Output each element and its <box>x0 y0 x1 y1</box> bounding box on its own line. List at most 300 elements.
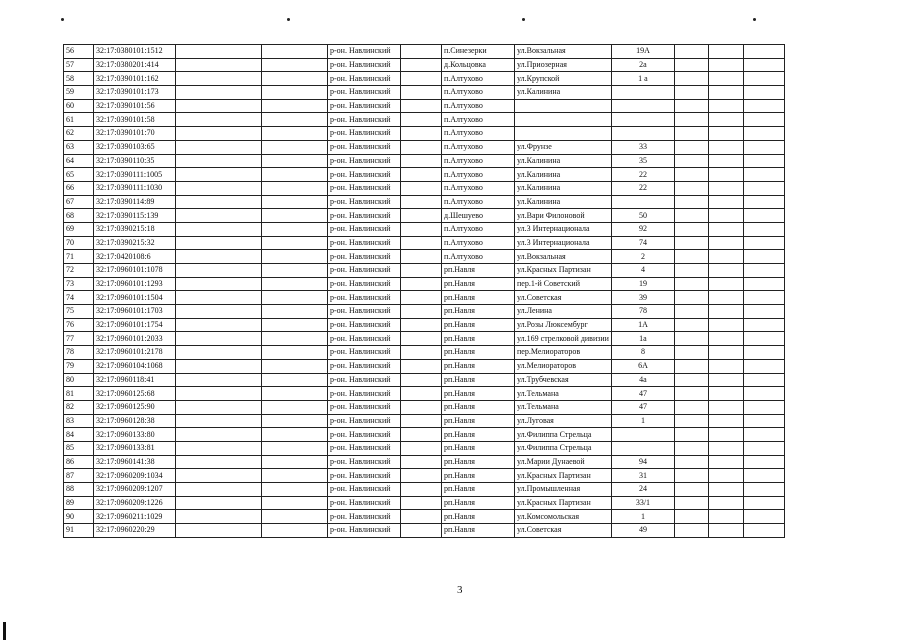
empty-cell <box>743 496 784 510</box>
empty-cell <box>708 441 743 455</box>
house-number-cell: 39 <box>611 291 674 305</box>
district-cell: р-он. Навлинский <box>328 127 401 141</box>
empty-cell <box>743 181 784 195</box>
empty-cell <box>262 86 328 100</box>
empty-cell <box>708 154 743 168</box>
empty-cell <box>401 209 442 223</box>
empty-cell <box>708 195 743 209</box>
registry-table-body <box>64 45 785 538</box>
empty-cell <box>176 496 262 510</box>
empty-cell <box>743 86 784 100</box>
house-number-cell <box>611 127 674 141</box>
empty-cell <box>401 291 442 305</box>
locality-cell: д.Кольцовка <box>442 58 515 72</box>
cadastral-number-cell: 32:17:0380201:414 <box>94 58 176 72</box>
locality-cell: рп.Навля <box>442 305 515 319</box>
empty-cell <box>401 441 442 455</box>
table-row <box>64 496 785 510</box>
empty-cell <box>743 305 784 319</box>
empty-cell <box>401 72 442 86</box>
district-cell: р-он. Навлинский <box>328 154 401 168</box>
empty-cell <box>674 305 708 319</box>
empty-cell <box>176 277 262 291</box>
empty-cell <box>743 373 784 387</box>
empty-cell <box>176 127 262 141</box>
row-number-cell: 56 <box>64 45 94 59</box>
empty-cell <box>674 168 708 182</box>
empty-cell <box>176 469 262 483</box>
empty-cell <box>674 496 708 510</box>
district-cell: р-он. Навлинский <box>328 113 401 127</box>
district-cell: р-он. Навлинский <box>328 428 401 442</box>
empty-cell <box>401 373 442 387</box>
empty-cell <box>708 332 743 346</box>
street-cell: ул.Красных Партизан <box>515 496 612 510</box>
street-cell: ул.Мелиораторов <box>515 359 612 373</box>
empty-cell <box>674 469 708 483</box>
empty-cell <box>176 154 262 168</box>
district-cell: р-он. Навлинский <box>328 496 401 510</box>
empty-cell <box>743 236 784 250</box>
empty-cell <box>743 58 784 72</box>
cadastral-number-cell: 32:17:0960209:1034 <box>94 469 176 483</box>
empty-cell <box>708 318 743 332</box>
empty-cell <box>743 469 784 483</box>
street-cell: ул.Вари Филоновой <box>515 209 612 223</box>
empty-cell <box>708 45 743 59</box>
empty-cell <box>401 469 442 483</box>
cadastral-number-cell: 32:17:0390215:18 <box>94 222 176 236</box>
empty-cell <box>674 332 708 346</box>
row-number-cell: 66 <box>64 181 94 195</box>
locality-cell: п.Алтухово <box>442 72 515 86</box>
house-number-cell: 1 <box>611 510 674 524</box>
property-registry-table <box>63 44 785 538</box>
row-number-cell: 62 <box>64 127 94 141</box>
house-number-cell <box>611 86 674 100</box>
table-row <box>64 250 785 264</box>
cadastral-number-cell: 32:17:0960128:38 <box>94 414 176 428</box>
district-cell: р-он. Навлинский <box>328 387 401 401</box>
empty-cell <box>674 318 708 332</box>
empty-cell <box>176 140 262 154</box>
table-row <box>64 140 785 154</box>
table-row <box>64 58 785 72</box>
street-cell: ул.Красных Партизан <box>515 469 612 483</box>
district-cell: р-он. Навлинский <box>328 277 401 291</box>
empty-cell <box>743 332 784 346</box>
district-cell: р-он. Навлинский <box>328 455 401 469</box>
empty-cell <box>176 58 262 72</box>
locality-cell: д.Шешуево <box>442 209 515 223</box>
locality-cell: рп.Навля <box>442 291 515 305</box>
street-cell <box>515 99 612 113</box>
street-cell <box>515 113 612 127</box>
empty-cell <box>743 510 784 524</box>
district-cell: р-он. Навлинский <box>328 359 401 373</box>
locality-cell: рп.Навля <box>442 264 515 278</box>
cadastral-number-cell: 32:17:0960101:1754 <box>94 318 176 332</box>
row-number-cell: 84 <box>64 428 94 442</box>
table-row <box>64 387 785 401</box>
empty-cell <box>176 510 262 524</box>
table-row <box>64 86 785 100</box>
empty-cell <box>262 359 328 373</box>
street-cell: ул.Трубчевская <box>515 373 612 387</box>
empty-cell <box>708 86 743 100</box>
cadastral-number-cell: 32:17:0380101:1512 <box>94 45 176 59</box>
house-number-cell: 31 <box>611 469 674 483</box>
district-cell: р-он. Навлинский <box>328 305 401 319</box>
empty-cell <box>176 318 262 332</box>
empty-cell <box>262 373 328 387</box>
cadastral-number-cell: 32:17:0390111:1005 <box>94 168 176 182</box>
empty-cell <box>708 264 743 278</box>
street-cell: ул.Вокзальная <box>515 250 612 264</box>
empty-cell <box>708 222 743 236</box>
locality-cell: рп.Навля <box>442 359 515 373</box>
empty-cell <box>674 140 708 154</box>
empty-cell <box>262 181 328 195</box>
house-number-cell <box>611 113 674 127</box>
cadastral-number-cell: 32:17:0960211:1029 <box>94 510 176 524</box>
empty-cell <box>401 277 442 291</box>
district-cell: р-он. Навлинский <box>328 332 401 346</box>
empty-cell <box>743 250 784 264</box>
locality-cell: рп.Навля <box>442 483 515 497</box>
house-number-cell: 1а <box>611 332 674 346</box>
empty-cell <box>674 86 708 100</box>
empty-cell <box>262 58 328 72</box>
empty-cell <box>262 483 328 497</box>
empty-cell <box>743 428 784 442</box>
cadastral-number-cell: 32:17:0960101:2178 <box>94 346 176 360</box>
empty-cell <box>262 441 328 455</box>
empty-cell <box>708 359 743 373</box>
empty-cell <box>262 168 328 182</box>
empty-cell <box>262 236 328 250</box>
empty-cell <box>743 222 784 236</box>
locality-cell: рп.Навля <box>442 469 515 483</box>
house-number-cell: 2 <box>611 250 674 264</box>
empty-cell <box>401 318 442 332</box>
row-number-cell: 72 <box>64 264 94 278</box>
house-number-cell: 47 <box>611 387 674 401</box>
empty-cell <box>176 346 262 360</box>
empty-cell <box>674 400 708 414</box>
house-number-cell: 35 <box>611 154 674 168</box>
empty-cell <box>401 496 442 510</box>
empty-cell <box>176 209 262 223</box>
district-cell: р-он. Навлинский <box>328 250 401 264</box>
locality-cell: рп.Навля <box>442 318 515 332</box>
empty-cell <box>743 113 784 127</box>
empty-cell <box>176 45 262 59</box>
street-cell: ул.Фрунзе <box>515 140 612 154</box>
empty-cell <box>708 236 743 250</box>
table-row <box>64 359 785 373</box>
row-number-cell: 82 <box>64 400 94 414</box>
empty-cell <box>262 250 328 264</box>
locality-cell: п.Алтухово <box>442 154 515 168</box>
empty-cell <box>262 99 328 113</box>
empty-cell <box>401 359 442 373</box>
cadastral-number-cell: 32:17:0960141:38 <box>94 455 176 469</box>
locality-cell: рп.Навля <box>442 387 515 401</box>
empty-cell <box>708 414 743 428</box>
row-number-cell: 77 <box>64 332 94 346</box>
locality-cell: рп.Навля <box>442 277 515 291</box>
empty-cell <box>674 524 708 538</box>
cadastral-number-cell: 32:17:0960101:1078 <box>94 264 176 278</box>
cadastral-number-cell: 32:17:0390111:1030 <box>94 181 176 195</box>
empty-cell <box>674 483 708 497</box>
district-cell: р-он. Навлинский <box>328 195 401 209</box>
empty-cell <box>262 414 328 428</box>
empty-cell <box>401 236 442 250</box>
house-number-cell: 92 <box>611 222 674 236</box>
empty-cell <box>176 524 262 538</box>
empty-cell <box>674 99 708 113</box>
street-cell: ул.Луговая <box>515 414 612 428</box>
empty-cell <box>176 222 262 236</box>
locality-cell: рп.Навля <box>442 332 515 346</box>
street-cell: ул.3 Интернационала <box>515 222 612 236</box>
empty-cell <box>708 373 743 387</box>
row-number-cell: 83 <box>64 414 94 428</box>
empty-cell <box>401 483 442 497</box>
house-number-cell: 1 а <box>611 72 674 86</box>
empty-cell <box>262 400 328 414</box>
empty-cell <box>262 346 328 360</box>
street-cell: ул.Вокзальная <box>515 45 612 59</box>
row-number-cell: 90 <box>64 510 94 524</box>
house-number-cell <box>611 99 674 113</box>
district-cell: р-он. Навлинский <box>328 58 401 72</box>
house-number-cell: 8 <box>611 346 674 360</box>
table-row <box>64 209 785 223</box>
empty-cell <box>262 264 328 278</box>
empty-cell <box>401 264 442 278</box>
empty-cell <box>176 428 262 442</box>
empty-cell <box>176 86 262 100</box>
empty-cell <box>262 209 328 223</box>
scan-dot-1 <box>61 18 64 21</box>
table-row <box>64 154 785 168</box>
empty-cell <box>743 99 784 113</box>
row-number-cell: 71 <box>64 250 94 264</box>
empty-cell <box>743 195 784 209</box>
table-row <box>64 222 785 236</box>
empty-cell <box>176 99 262 113</box>
empty-cell <box>176 181 262 195</box>
locality-cell: рп.Навля <box>442 496 515 510</box>
empty-cell <box>176 373 262 387</box>
cadastral-number-cell: 32:17:0960209:1207 <box>94 483 176 497</box>
empty-cell <box>674 387 708 401</box>
locality-cell: п.Алтухово <box>442 195 515 209</box>
row-number-cell: 67 <box>64 195 94 209</box>
cadastral-number-cell: 32:17:0390101:70 <box>94 127 176 141</box>
empty-cell <box>262 154 328 168</box>
empty-cell <box>743 277 784 291</box>
house-number-cell: 4а <box>611 373 674 387</box>
empty-cell <box>708 455 743 469</box>
scan-edge-mark <box>3 622 6 640</box>
empty-cell <box>262 195 328 209</box>
cadastral-number-cell: 32:17:0390114:89 <box>94 195 176 209</box>
house-number-cell: 1А <box>611 318 674 332</box>
table-row <box>64 72 785 86</box>
street-cell: ул.Калинина <box>515 154 612 168</box>
empty-cell <box>708 510 743 524</box>
empty-cell <box>708 277 743 291</box>
empty-cell <box>674 277 708 291</box>
empty-cell <box>401 168 442 182</box>
locality-cell: п.Алтухово <box>442 250 515 264</box>
empty-cell <box>674 181 708 195</box>
empty-cell <box>262 140 328 154</box>
row-number-cell: 87 <box>64 469 94 483</box>
empty-cell <box>743 483 784 497</box>
street-cell: ул.169 стрелковой дивизии <box>515 332 612 346</box>
house-number-cell <box>611 195 674 209</box>
district-cell: р-он. Навлинский <box>328 222 401 236</box>
empty-cell <box>674 346 708 360</box>
locality-cell: п.Алтухово <box>442 222 515 236</box>
district-cell: р-он. Навлинский <box>328 209 401 223</box>
house-number-cell: 33 <box>611 140 674 154</box>
empty-cell <box>674 113 708 127</box>
empty-cell <box>401 127 442 141</box>
row-number-cell: 75 <box>64 305 94 319</box>
table-row <box>64 414 785 428</box>
empty-cell <box>708 127 743 141</box>
table-row <box>64 236 785 250</box>
street-cell: ул.Приозерная <box>515 58 612 72</box>
table-row <box>64 168 785 182</box>
table-row <box>64 373 785 387</box>
table-row <box>64 483 785 497</box>
district-cell: р-он. Навлинский <box>328 510 401 524</box>
empty-cell <box>262 318 328 332</box>
street-cell: ул.Промышленная <box>515 483 612 497</box>
empty-cell <box>401 414 442 428</box>
table-row <box>64 305 785 319</box>
empty-cell <box>176 455 262 469</box>
locality-cell: рп.Навля <box>442 428 515 442</box>
row-number-cell: 64 <box>64 154 94 168</box>
house-number-cell: 19 <box>611 277 674 291</box>
empty-cell <box>708 387 743 401</box>
empty-cell <box>401 58 442 72</box>
street-cell: ул.Советская <box>515 291 612 305</box>
empty-cell <box>674 359 708 373</box>
house-number-cell: 74 <box>611 236 674 250</box>
street-cell: ул.Крупской <box>515 72 612 86</box>
cadastral-number-cell: 32:17:0960101:2033 <box>94 332 176 346</box>
street-cell: ул.Калинина <box>515 181 612 195</box>
house-number-cell: 4 <box>611 264 674 278</box>
empty-cell <box>176 483 262 497</box>
district-cell: р-он. Навлинский <box>328 236 401 250</box>
district-cell: р-он. Навлинский <box>328 483 401 497</box>
locality-cell: п.Алтухово <box>442 236 515 250</box>
row-number-cell: 65 <box>64 168 94 182</box>
street-cell: ул.Филиппа Стрельца <box>515 441 612 455</box>
scan-dot-3 <box>522 18 525 21</box>
empty-cell <box>401 181 442 195</box>
street-cell: ул.Калинина <box>515 168 612 182</box>
empty-cell <box>743 264 784 278</box>
locality-cell: п.Синезерки <box>442 45 515 59</box>
table-row <box>64 510 785 524</box>
empty-cell <box>401 510 442 524</box>
table-row <box>64 332 785 346</box>
empty-cell <box>401 222 442 236</box>
district-cell: р-он. Навлинский <box>328 318 401 332</box>
empty-cell <box>262 45 328 59</box>
locality-cell: рп.Навля <box>442 510 515 524</box>
empty-cell <box>262 72 328 86</box>
district-cell: р-он. Навлинский <box>328 86 401 100</box>
empty-cell <box>262 127 328 141</box>
empty-cell <box>708 250 743 264</box>
house-number-cell: 50 <box>611 209 674 223</box>
row-number-cell: 85 <box>64 441 94 455</box>
row-number-cell: 79 <box>64 359 94 373</box>
row-number-cell: 80 <box>64 373 94 387</box>
house-number-cell: 33/1 <box>611 496 674 510</box>
empty-cell <box>176 168 262 182</box>
empty-cell <box>262 428 328 442</box>
empty-cell <box>401 154 442 168</box>
empty-cell <box>708 181 743 195</box>
empty-cell <box>743 154 784 168</box>
house-number-cell: 47 <box>611 400 674 414</box>
empty-cell <box>262 277 328 291</box>
table-row <box>64 400 785 414</box>
locality-cell: п.Алтухово <box>442 168 515 182</box>
table-row <box>64 45 785 59</box>
empty-cell <box>743 291 784 305</box>
locality-cell: п.Алтухово <box>442 140 515 154</box>
empty-cell <box>401 524 442 538</box>
district-cell: р-он. Навлинский <box>328 400 401 414</box>
empty-cell <box>262 291 328 305</box>
cadastral-number-cell: 32:17:0960101:1293 <box>94 277 176 291</box>
empty-cell <box>176 387 262 401</box>
empty-cell <box>743 387 784 401</box>
district-cell: р-он. Навлинский <box>328 291 401 305</box>
row-number-cell: 59 <box>64 86 94 100</box>
house-number-cell: 24 <box>611 483 674 497</box>
district-cell: р-он. Навлинский <box>328 140 401 154</box>
empty-cell <box>708 524 743 538</box>
row-number-cell: 86 <box>64 455 94 469</box>
empty-cell <box>262 113 328 127</box>
empty-cell <box>401 387 442 401</box>
table-row <box>64 318 785 332</box>
table-row <box>64 181 785 195</box>
empty-cell <box>401 86 442 100</box>
empty-cell <box>743 45 784 59</box>
locality-cell: п.Алтухово <box>442 86 515 100</box>
row-number-cell: 60 <box>64 99 94 113</box>
empty-cell <box>743 72 784 86</box>
cadastral-number-cell: 32:17:0960209:1226 <box>94 496 176 510</box>
cadastral-number-cell: 32:17:0390110:35 <box>94 154 176 168</box>
